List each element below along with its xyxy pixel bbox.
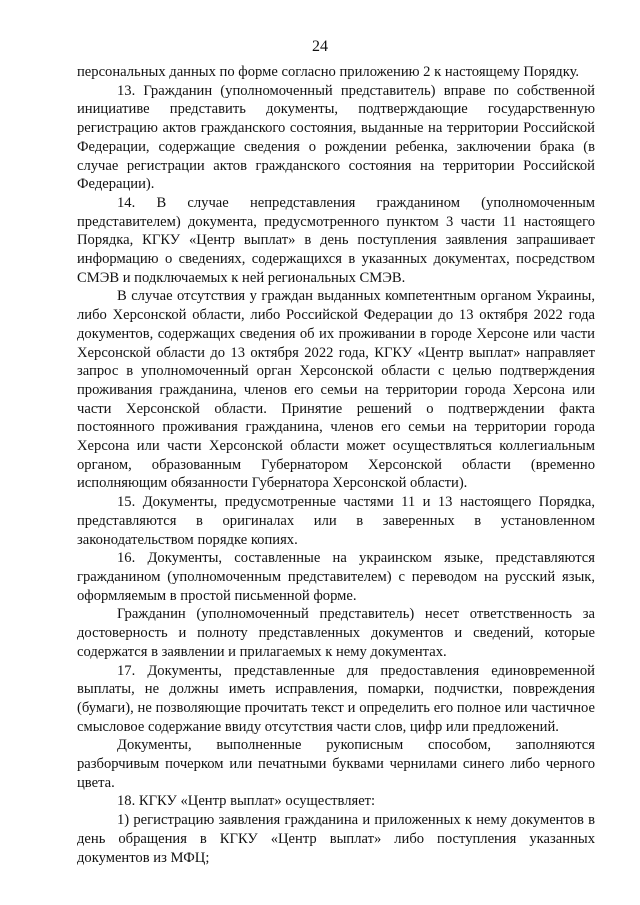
paragraph-clause-17: 17. Документы, представленные для предоставления единовременной выплаты, не должны иметь исправления, помарки, подчистки, повреждения (бумаги), не позволяющие прочитать текст и определить его полное или частичное смысловое содержание ввиду отсутствия части слов, цифр или предложений. bbox=[77, 662, 595, 735]
paragraph-clause-18: 18. КГКУ «Центр выплат» осуществляет: bbox=[117, 793, 376, 810]
paragraph-handwritten-docs: Документы, выполненные рукописным способом, заполняются разборчивым почерком или печатными буквами чернилами синего либо черного цвета. bbox=[77, 737, 595, 791]
paragraph-kherson-residence: В случае отсутствия у граждан выданных компетентным органом Украины, либо Херсонской области, либо Российской Федерации до 13 октября 2022 года документов, содержащих сведения об их проживании в городе Херсоне или части Херсонской области до 13 октября 2022 года, КГКУ «Центр выплат» направляет запрос в уполномоченный орган Херсонской области с целью подтверждения проживания гражданина, членов его семьи на территории города Херсона или части Херсонской области. Принятие решений о подтверждении факта постоянного проживания гражданина, членов его семьи на территории города Херсона или части Херсонской области может осуществляться коллегиальным органом, образованным Губернатором Херсонской области (временно исполняющим обязанности Губернатора Херсонской области). bbox=[77, 288, 595, 492]
paragraph-continuation: персональных данных по форме согласно приложению 2 к настоящему Порядку. bbox=[77, 64, 580, 80]
body-text bbox=[77, 63, 595, 867]
paragraph-clause-14: 14. В случае непредставления гражданином (уполномоченным представителем) документа, предусмотренного пунктом 3 части 11 настоящего Порядка, КГКУ «Центр выплат» в день поступления заявления запрашивает информацию о сведениях, содержащихся в указанных документах, посредством СМЭВ и подключаемых к ней региональных СМЭВ. bbox=[77, 194, 595, 286]
page-number: 24 bbox=[312, 38, 328, 55]
paragraph-clause-13: 13. Гражданин (уполномоченный представитель) вправе по собственной инициативе представить документы, подтверждающие государственную регистрацию актов гражданского состояния, выданные на территории Российской Федерации, содержащие сведения о рождении ребенка, заключении брака (в случае регистрации актов гражданского состояния на территории Российской Федерации). bbox=[77, 82, 595, 193]
paragraph-clause-16: 16. Документы, составленные на украинском языке, представляются гражданином (уполномоченным представителем) с переводом на русский язык, оформляемым в простой письменной форме. bbox=[77, 550, 595, 604]
paragraph-responsibility: Гражданин (уполномоченный представитель) несет ответственность за достоверность и полноту представленных документов и сведений, которые содержатся в заявлении и прилагаемых к нему документах. bbox=[77, 606, 595, 660]
paragraph-clause-15: 15. Документы, предусмотренные частями 11 и 13 настоящего Порядка, представляются в оригиналах или в заверенных в установленном законодательством порядке копиях. bbox=[77, 494, 595, 548]
paragraph-clause-18-item-1: 1) регистрацию заявления гражданина и приложенных к нему документов в день обращения в КГКУ «Центр выплат» либо поступления указанных документов из МФЦ; bbox=[77, 812, 595, 866]
